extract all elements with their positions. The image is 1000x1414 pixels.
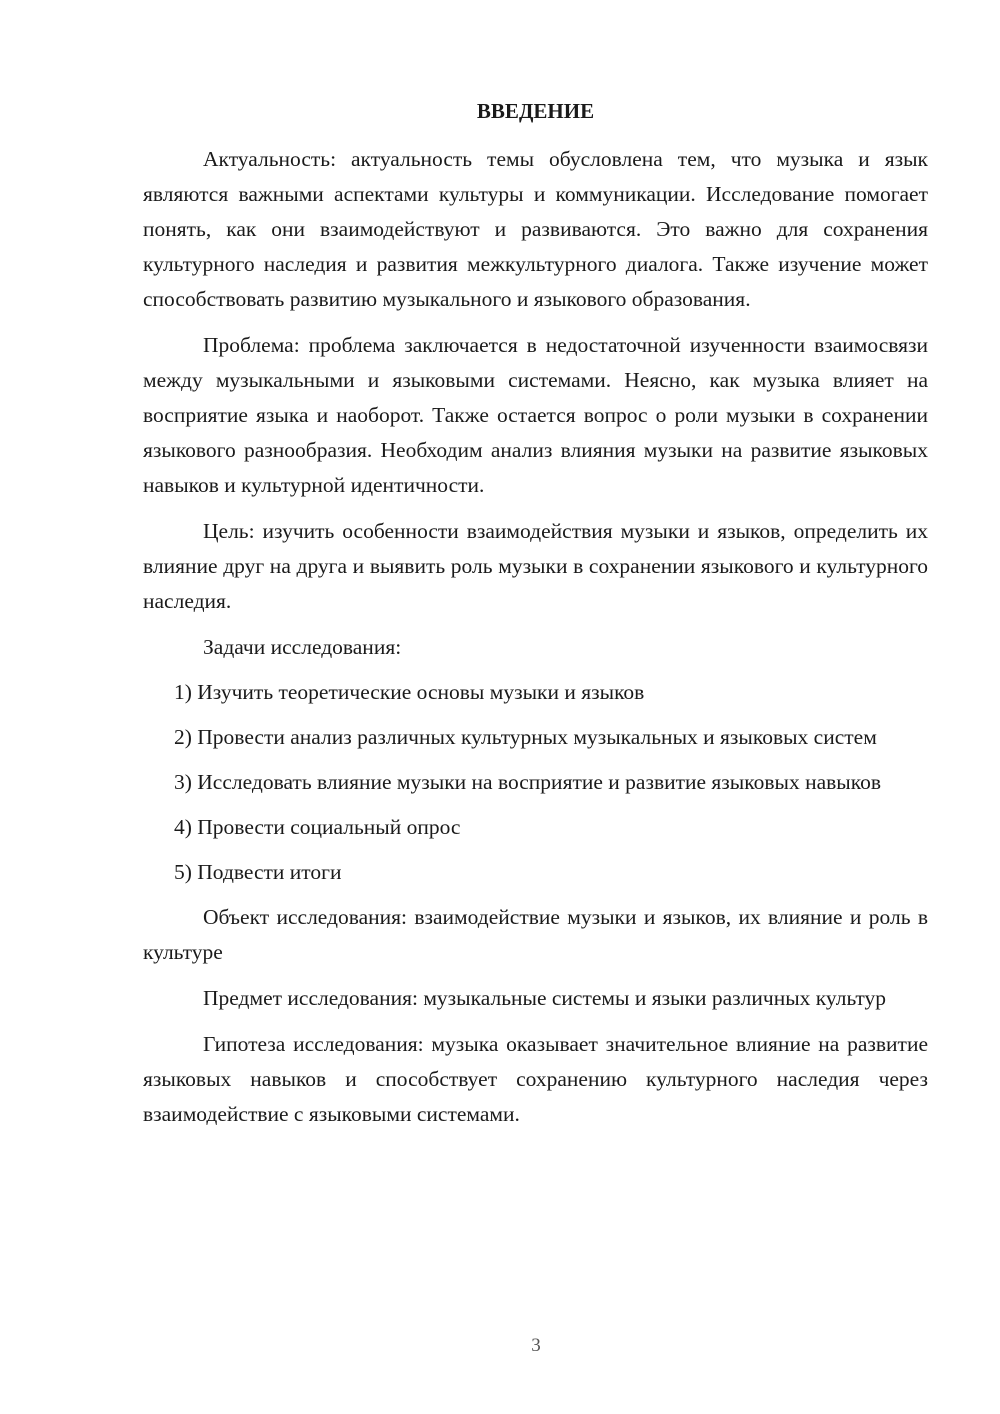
section-heading: ВВЕДЕНИЕ xyxy=(476,99,595,123)
object-paragraph: Объект исследования: взаимодействие музыки и языков, их влияние и роль в культуре xyxy=(143,905,928,964)
subject-paragraph: Предмет исследования: музыкальные системы и языки различных культур xyxy=(203,986,887,1010)
relevance-paragraph: Актуальность: актуальность темы обусловлена тем, что музыка и язык являются важными аспектами культуры и коммуникации. Исследование помогает понять, как они взаимодействуют и развиваются. Это важно для сохранения культурного наследия и развития межкультурного диалога. Также изучение может способствовать развитию музыкального и языкового образования. xyxy=(143,147,928,311)
goal-paragraph: Цель: изучить особенности взаимодействия музыки и языков, определить их влияние друг на друга и выявить роль музыки в сохранении языкового и культурного наследия. xyxy=(143,519,928,613)
task-item: 2) Провести анализ различных культурных музыкальных и языковых систем xyxy=(174,725,877,749)
document-page xyxy=(143,94,928,1143)
task-item: 1) Изучить теоретические основы музыки и языков xyxy=(174,680,645,704)
page-number: 3 xyxy=(531,1335,541,1356)
task-item: 5) Подвести итоги xyxy=(174,860,342,884)
hypothesis-paragraph: Гипотеза исследования: музыка оказывает значительное влияние на развитие языковых навыков и способствует сохранению культурного наследия через взаимодействие с языковыми системами. xyxy=(143,1032,928,1126)
task-item: 4) Провести социальный опрос xyxy=(174,815,461,839)
problem-paragraph: Проблема: проблема заключается в недостаточной изученности взаимосвязи между музыкальными и языковыми системами. Неясно, как музыка влияет на восприятие языка и наоборот. Также остается вопрос о роли музыки в сохранении языкового разнообразия. Необходим анализ влияния музыки на развитие языковых навыков и культурной идентичности. xyxy=(143,333,928,497)
task-item: 3) Исследовать влияние музыки на восприятие и развитие языковых навыков xyxy=(174,770,881,794)
task-list xyxy=(143,675,928,890)
tasks-intro: Задачи исследования: xyxy=(203,635,402,659)
